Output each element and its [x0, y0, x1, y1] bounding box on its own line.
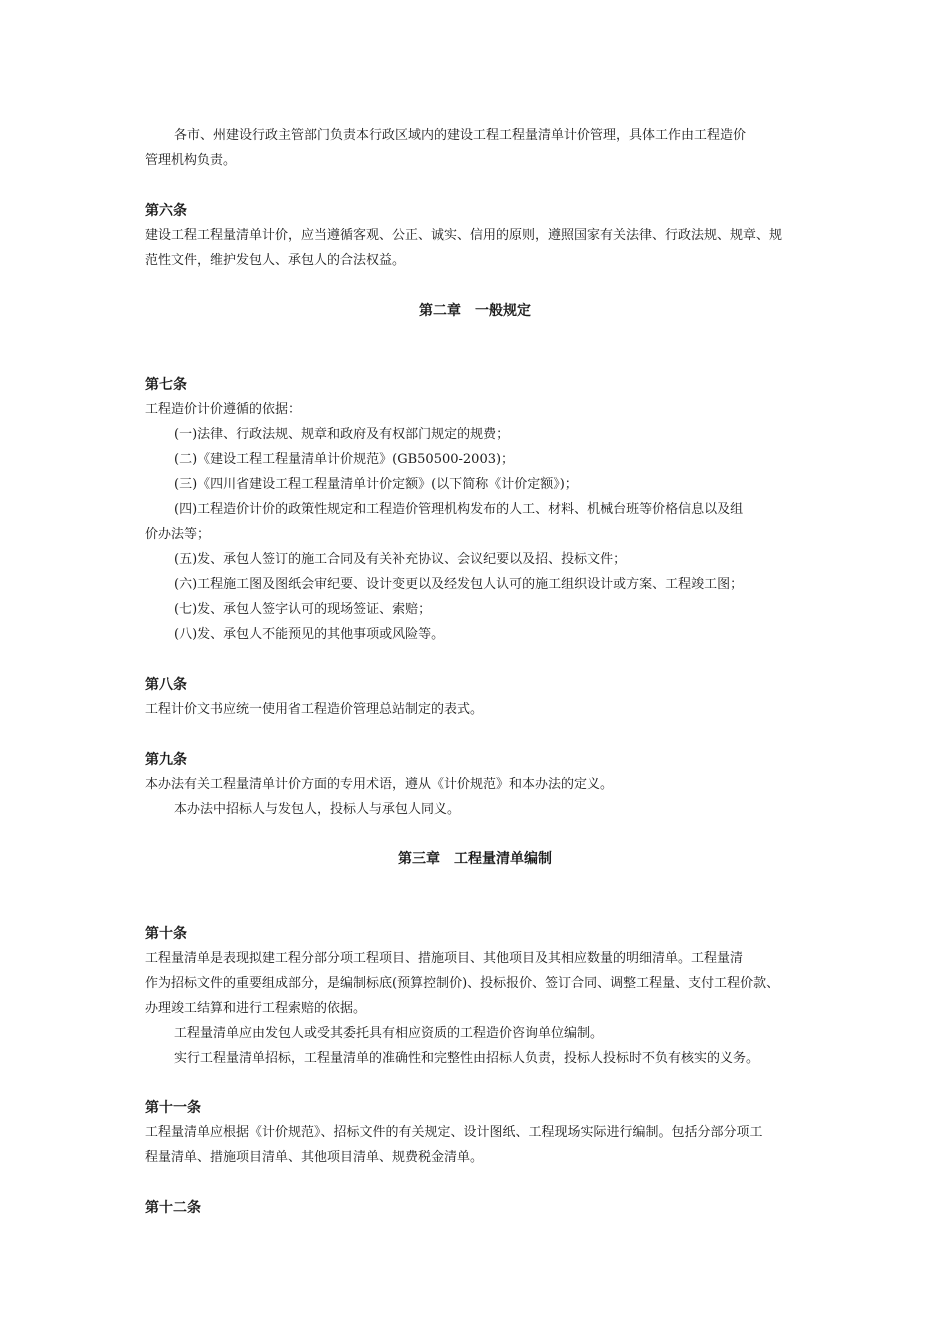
article-6-title: 第六条 [145, 203, 187, 219]
article-10-line-4: 工程量清单应由发包人或受其委托具有相应资质的工程造价咨询单位编制。 [174, 1026, 604, 1041]
article-10-line-2: 作为招标文件的重要组成部分，是编制标底(预算控制价)、投标报价、签订合同、调整工程量、支付工程价款、 [145, 976, 780, 991]
article-11-title: 第十一条 [145, 1100, 201, 1116]
intro-paragraph-line-1: 各市、州建设行政主管部门负责本行政区域内的建设工程工程量清单计价管理，具体工作由工程造价 [174, 128, 747, 143]
chapter-3-heading: 第三章 工程量清单编制 [398, 851, 552, 867]
article-7-item-3: (三)《四川省建设工程工程量清单计价定额》(以下简称《计价定额》)； [174, 477, 578, 492]
article-11-line-1: 工程量清单应根据《计价规范》、招标文件的有关规定、设计图纸、工程现场实际进行编制。包括分部分项工 [145, 1125, 763, 1140]
article-10-line-1: 工程量清单是表现拟建工程分部分项工程项目、措施项目、其他项目及其相应数量的明细清单。工程量清 [145, 951, 744, 966]
article-7-item-8: (八)发、承包人不能预见的其他事项或风险等。 [174, 627, 445, 642]
article-9-line-2: 本办法中招标人与发包人，投标人与承包人同义。 [174, 802, 461, 817]
article-9-line-1: 本办法有关工程量清单计价方面的专用术语，遵从《计价规范》和本办法的定义。 [145, 777, 614, 792]
article-7-title: 第七条 [145, 377, 187, 393]
article-10-title: 第十条 [145, 926, 187, 942]
article-7-item-1: (一)法律、行政法规、规章和政府及有权部门规定的规费； [174, 427, 510, 442]
article-9-title: 第九条 [145, 752, 187, 768]
article-7-item-6: (六)工程施工图及图纸会审纪要、设计变更以及经发包人认可的施工组织设计或方案、工程竣工图； [174, 577, 744, 592]
article-7-item-7: (七)发、承包人签字认可的现场签证、索赔； [174, 602, 432, 617]
article-7-item-4-line-1: (四)工程造价计价的政策性规定和工程造价管理机构发布的人工、材料、机械台班等价格信息以及组 [174, 502, 744, 517]
article-12-title: 第十二条 [145, 1200, 201, 1216]
article-11-line-2: 程量清单、措施项目清单、其他项目清单、规费税金清单。 [145, 1150, 484, 1165]
article-8-title: 第八条 [145, 677, 187, 693]
article-7-item-4-line-2: 价办法等； [145, 527, 211, 542]
intro-paragraph-line-2: 管理机构负责。 [145, 153, 237, 168]
article-7-item-5: (五)发、承包人签订的施工合同及有关补充协议、会议纪要以及招、投标文件； [174, 552, 627, 567]
article-6-line-1: 建设工程工程量清单计价，应当遵循客观、公正、诚实、信用的原则，遵照国家有关法律、行政法规、规章、规 [145, 228, 783, 243]
article-8-line-1: 工程计价文书应统一使用省工程造价管理总站制定的表式。 [145, 702, 484, 717]
article-10-line-5: 实行工程量清单招标，工程量清单的准确性和完整性由招标人负责，投标人投标时不负有核实的义务。 [174, 1051, 760, 1066]
article-7-item-2: (二)《建设工程工程量清单计价规范》(GB50500-2003)； [174, 452, 515, 467]
article-7-intro: 工程造价计价遵循的依据： [145, 402, 302, 417]
article-10-line-3: 办理竣工结算和进行工程索赔的依据。 [145, 1001, 367, 1016]
article-6-line-2: 范性文件，维护发包人、承包人的合法权益。 [145, 253, 406, 268]
chapter-2-heading: 第二章 一般规定 [419, 303, 531, 319]
